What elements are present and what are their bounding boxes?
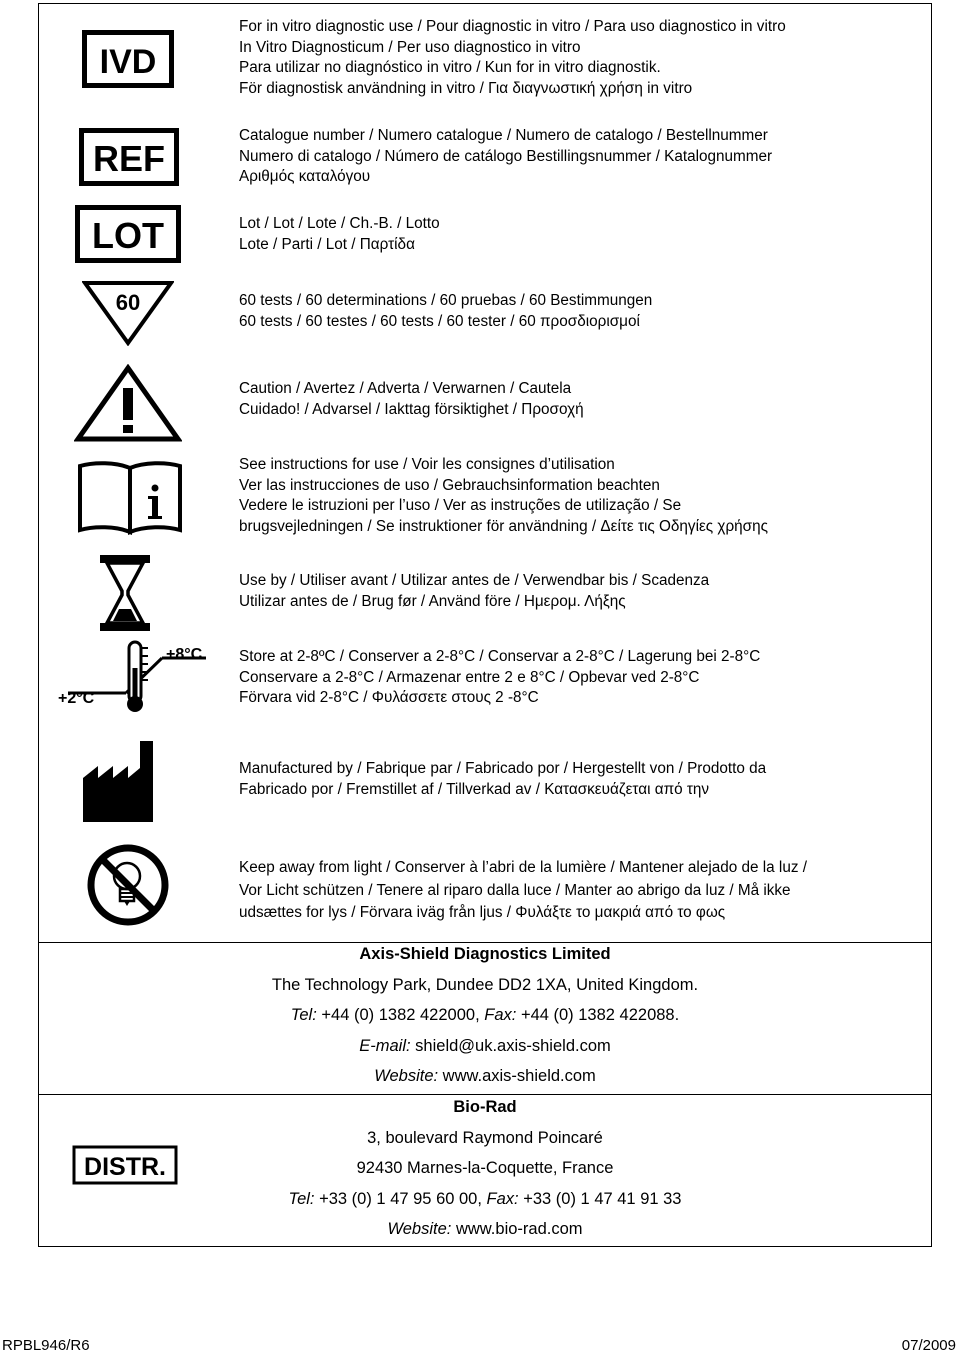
use-by-line: Utilizar antes de / Brug før / Använd före / Ημερομ. Λήξης: [239, 592, 626, 610]
ref-line: Catalogue number / Numero catalogue / Numero de catalogo / Bestellnummer: [239, 127, 768, 144]
distributor-address-block: [38, 1092, 932, 1245]
distributor-website: [38, 1214, 932, 1245]
fax-label: Fax:: [486, 1189, 519, 1208]
svg-text:60: 60: [115, 290, 141, 315]
tel-label: Tel:: [288, 1189, 315, 1208]
document-code: RPBL946/R6: [2, 1337, 90, 1354]
tel-number: +44 (0) 1382 422000,: [321, 1006, 480, 1024]
fax-number: +33 (0) 1 47 41 91 33: [523, 1189, 682, 1208]
storage-line: Förvara vid 2-8°C / Φυλάσσετε στους 2 -8°C: [239, 689, 539, 706]
instructions-line: brugsvejledningen / Se instruktioner för användning / Δείτε τις Οδηγίες χρήσης: [239, 517, 768, 535]
email-label: E-mail:: [359, 1036, 411, 1055]
instructions-line: Ver las instrucciones de uso / Gebrauchsinformation beachten: [239, 476, 660, 494]
tel-number: +33 (0) 1 47 95 60 00,: [319, 1189, 482, 1208]
distributor-phone-fax: [38, 1184, 932, 1215]
svg-text:LOT: LOT: [92, 215, 164, 256]
use-by-line: Use by / Utiliser avant / Utilizar antes de / Verwendbar bis / Scadenza: [239, 572, 710, 589]
caution-description: [239, 379, 584, 420]
keep-away-from-light-icon: [86, 843, 170, 932]
manufacturer-phone-fax: [38, 1000, 932, 1031]
svg-text:IVD: IVD: [99, 43, 157, 81]
ivd-line: In Vitro Diagnosticum / Per uso diagnostico in vitro: [239, 38, 581, 56]
ivd-line: För diagnostisk användning in vitro / Για διαγνωστική χρήση in vitro: [239, 79, 693, 97]
manufacturer-description: [239, 759, 766, 800]
lot-description: [239, 214, 440, 255]
instructions-line: Vedere le istruzioni per l’uso / Ver as instruções de utilização / Se: [239, 497, 682, 514]
email-value: shield@uk.axis-shield.com: [415, 1036, 611, 1055]
light-line: udsættes for lys / Förvara iväg från ljus / Φυλάξτε το μακριά από το φως: [239, 904, 726, 921]
lot-line: Lot / Lot / Lote / Ch.-B. / Lotto: [239, 215, 440, 232]
ref-description: [239, 126, 772, 188]
tests-line: 60 tests / 60 determinations / 60 pruebas / 60 Bestimmungen: [239, 292, 653, 309]
light-line: Keep away from light / Conserver à l’abri de la lumière / Mantener alejado de la luz /: [239, 859, 807, 876]
svg-text:REF: REF: [93, 138, 165, 179]
caution-line: Caution / Avertez / Adverta / Verwarnen / Cautela: [239, 380, 572, 397]
storage-description: [239, 647, 760, 709]
factory-icon: [80, 738, 166, 829]
upper-temperature-limit: +8°C: [166, 646, 203, 663]
ref-line: Αριθμός καταλόγου: [239, 168, 371, 185]
storage-line: Store at 2-8ºC / Conserver a 2-8°C / Conservar a 2-8°C / Lagerung bei 2-8°C: [239, 648, 761, 665]
manufacturer-address: The Technology Park, Dundee DD2 1XA, United Kingdom.: [271, 975, 699, 994]
manufacturer-address-block: [38, 939, 932, 1092]
tests-count-icon: [82, 280, 174, 351]
distributor-address-line: 92430 Marnes-la-Coquette, France: [356, 1159, 614, 1177]
light-line: Vor Licht schützen / Tenere al riparo dalla luce / Manter ao abrigo da luz / Må ikke: [239, 881, 791, 899]
hourglass-icon: [98, 553, 152, 638]
ivd-description: [239, 17, 786, 99]
manufacturer-website: [38, 1061, 932, 1092]
tel-label: Tel:: [290, 1006, 317, 1024]
caution-line: Cuidado! / Advarsel / Iakttag försiktighet / Προσοχή: [239, 400, 584, 418]
ivd-icon: [82, 30, 174, 93]
ref-line: Numero di catalogo / Número de catálogo Bestillingsnummer / Katalognummer: [239, 147, 773, 165]
ref-icon: [79, 128, 179, 191]
instructions-description: [239, 455, 768, 537]
manufacturer-line: Fabricado por / Fremstillet af / Tillverkad av / Κατασκευάζεται από την: [239, 780, 710, 798]
website-value: www.axis-shield.com: [442, 1067, 596, 1085]
distributor-address-line: 3, boulevard Raymond Poincaré: [367, 1128, 603, 1147]
manufacturer-email: [38, 1031, 932, 1062]
svg-text:DISTR.: DISTR.: [84, 1153, 166, 1181]
manufacturer-line: Manufactured by / Fabrique par / Fabricado por / Hergestellt von / Prodotto da: [239, 760, 767, 777]
caution-icon: [74, 364, 182, 447]
document-date: 07/2009: [901, 1337, 956, 1354]
lot-icon: [75, 205, 181, 268]
fax-label: Fax:: [484, 1006, 517, 1024]
storage-line: Conservare a 2-8°C / Armazenar entre 2 e 8°C / Opbevar ved 2-8°C: [239, 668, 700, 686]
manufacturer-name: Axis-Shield Diagnostics Limited: [359, 945, 611, 963]
instructions-line: See instructions for use / Voir les consignes d’utilisation: [239, 456, 615, 473]
tests-line: 60 tests / 60 testes / 60 tests / 60 tester / 60 προσδιορισμοί: [239, 312, 640, 330]
lot-line: Lote / Parti / Lot / Παρτίδα: [239, 235, 415, 253]
ivd-line: For in vitro diagnostic use / Pour diagnostic in vitro / Para uso diagnostico in vitro: [239, 18, 786, 35]
use-by-description: [239, 571, 709, 612]
instructions-book-icon: [76, 458, 184, 541]
light-description: [239, 857, 807, 925]
website-value: www.bio-rad.com: [455, 1220, 583, 1238]
lower-temperature-limit: +2°C: [58, 690, 95, 707]
tests-description: [239, 291, 652, 332]
ivd-line: Para utilizar no diagnóstico in vitro / Kun for in vitro diagnostik.: [239, 59, 661, 76]
website-label: Website:: [387, 1220, 452, 1238]
distributor-name: Bio-Rad: [453, 1098, 517, 1116]
fax-number: +44 (0) 1382 422088.: [520, 1006, 680, 1024]
website-label: Website:: [374, 1067, 439, 1085]
